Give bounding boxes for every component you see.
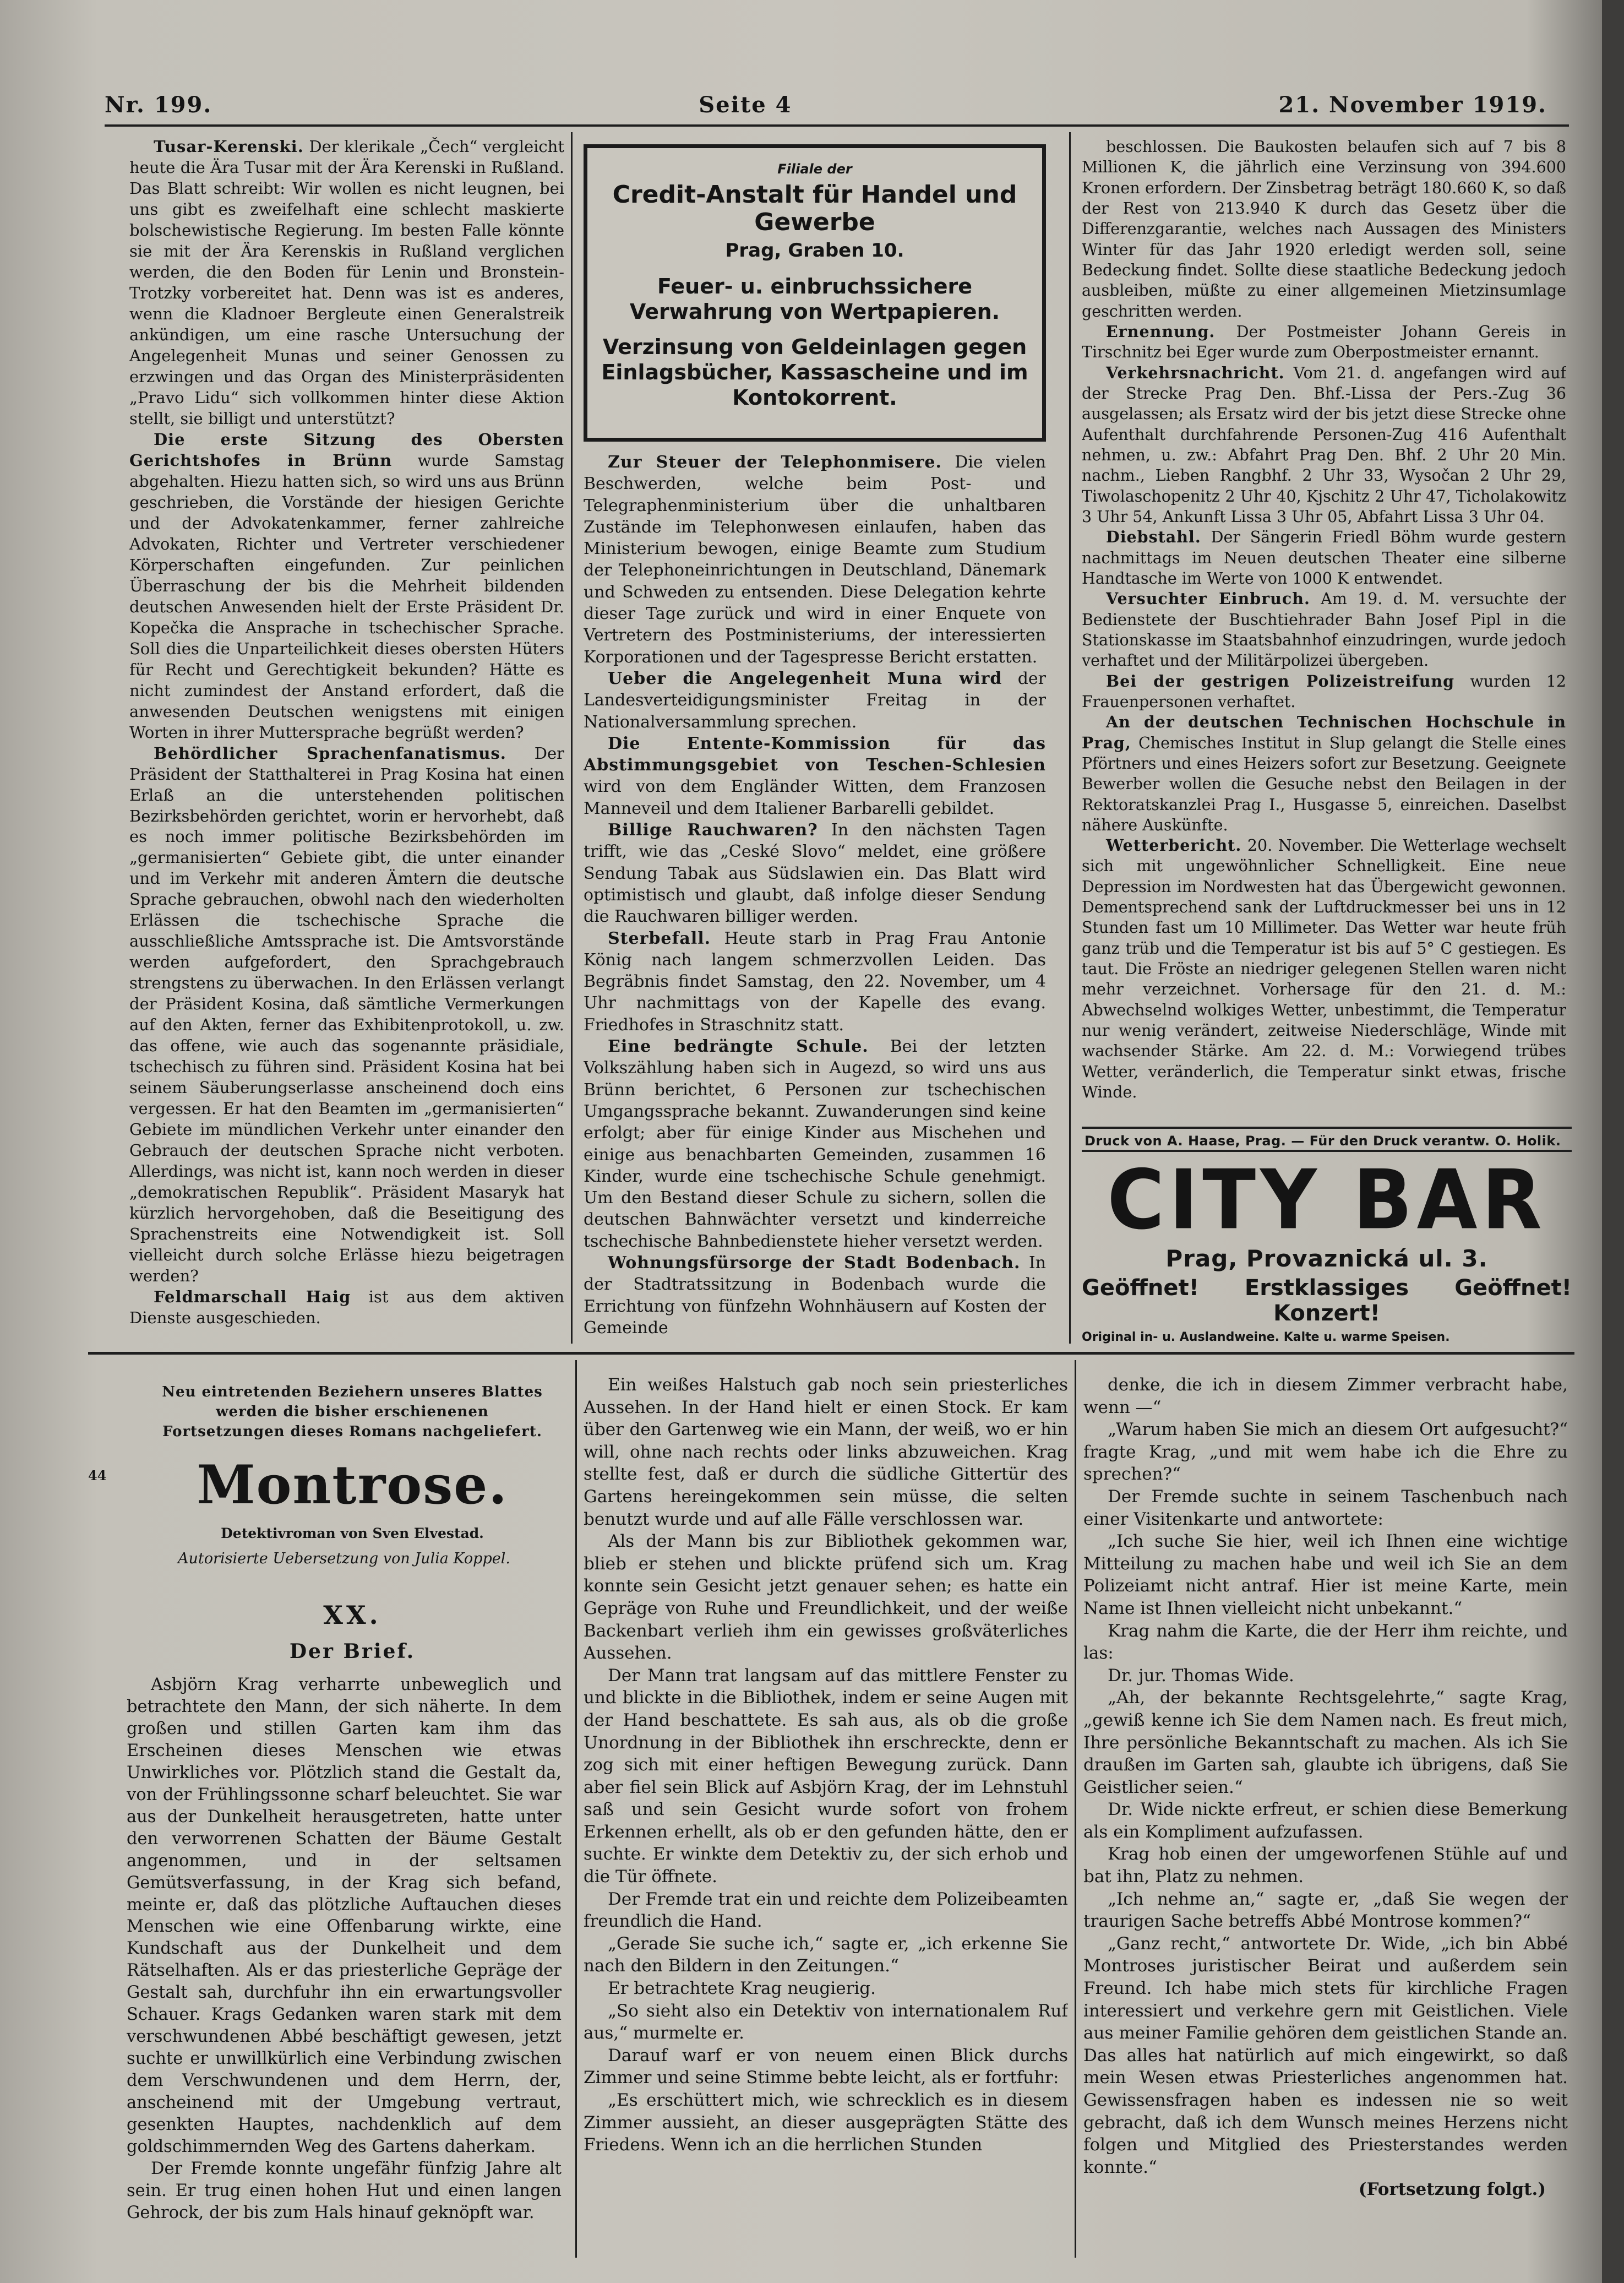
news-item: [1082, 712, 1566, 835]
news-item: [1082, 835, 1566, 1102]
serial-paragraph: Ein weißes Halstuch gab noch sein priesterliches Aussehen. In der Hand hielt er einen Stock. Er kam über den Gartenweg wie ein Mann, der weiß, wo er hin will, ohne nach rechts oder links abzuweichen. Krag stellte fest, daß er durch die südliche Gittertür des Gartens hereingekommen sein müsse, die selten benutzt wurde und auf alle Fälle verschlossen war.: [584, 1375, 1068, 1529]
news-item: [129, 430, 564, 743]
news-text: der Landesverteidigungsminister Freitag in der Nationalversammlung sprechen.: [584, 668, 1046, 732]
serial-continuation-note: (Fortsetzung folgt.): [1358, 2179, 1546, 2200]
serial-paragraph: Der Mann trat langsam auf das mittlere Fenster zu und blickte in die Bibliothek, indem er seine Augen mit der Hand beschattete. Es sah aus, als ob die große Unordnung in der Bibliothek ihn erschreckte, denn er zog sich mit einer heftigen Bewegung zurück. Dann aber fiel sein Blick auf Asbjörn Krag, der im Lehnstuhl saß und sein Gesicht wurde sofort von frohem Erkennen erhellt, als ob er den gefunden hätte, den er suchte. Er winkte dem Detektiv zu, der sich erhob und die Tür öffnete.: [584, 1665, 1068, 1887]
serial-paragraph: „Ah, der bekannte Rechtsgelehrte,“ sagte Krag, „gewiß kenne ich Sie dem Namen nach. Es freut mich, Ihre persönliche Bekanntschaft zu machen. Als ich Sie draußen im Garten sah, glaubte ich übrigens, daß Sie Geistlicher seien.“: [1083, 1688, 1568, 1797]
header-rule: [105, 124, 1569, 127]
news-text: 20. November. Die Wetterlage wechselt sich mit ungewöhnlicher Schnelligkeit. Eine neue Depression im Nordwesten hat das Übergewicht gewonnen. Dementsprechend sank der Luftdruckmesser bei uns in 12 Stunden fast um 10 Millimeter. Das Wetter war heute früh ganz trüb und die Temperatur ist bis auf 5° C gestiegen. Es taut. Die Fröste an niedriger gelegenen Stellen waren nicht mehr verzeichnet. Vorhersage für den 21. d. M.: Abwechselnd wolkiges Wetter, unbestimmt, die Temperatur nur wenig verändert, zeitweise Niederschläge, Winde mit wachsender Stärke. Am 22. d. M.: Vorwiegend trübes Wetter, veränderlich, die Temperatur sinkt etwas, frische Winde.: [1082, 836, 1566, 1102]
news-text: Der klerikale „Čech“ vergleicht heute die Ära Tusar mit der Ära Kerenski in Rußland. Das Blatt schreibt: Wir wollen es nicht leugnen, bei uns gibt es zweifelhaft eine schlecht maskierte bolschewistische Regierung. Im besten Falle könnte sie mit der Ära Kerenskis in Rußland verglichen werden, die den Boden für Lenin und Bronstein-Trotzky vorbereitet hat. Denn was ist es anderes, wenn die Kladnoer Bergleute einen Generalstreik ankündigen, um eine rasche Untersuchung der Angelegenheit Munas und seiner Genossen zu erzwingen und das Organ des Ministerpräsidenten „Pravo Lidu“ sich vollkommen hinter diese Aktion stellt, sie billigt und unterstützt?: [129, 137, 564, 428]
serial-paragraph: „Ich nehme an,“ sagte er, „daß Sie wegen der traurigen Sache betreffs Abbé Montrose kommen?“: [1083, 1889, 1568, 1932]
serial-column-3: [1083, 1374, 1568, 2255]
right-column-news: [1082, 137, 1566, 1122]
news-text: Bei der letzten Volkszählung haben sich in Augezd, so wird uns aus Brünn berichtet, 6 Personen zur tschechischen Umgangssprache bekannt. Zuwanderungen sind keine erfolgt; aber für einige Kinder aus Mischehen und einige aus benachbarten Gemeinden, zusammen 16 Kinder, wurde eine tschechische Schule genehmigt. Um den Bestand dieser Schule zu sichern, sollen die deutschen Bahnwächter versetzt und kinderreiche tschechische Bahnbedienstete hieher versetzt werden.: [584, 1037, 1046, 1251]
printer-imprint: Druck von A. Haase, Prag. — Für den Druck verantw. O. Holik.: [1085, 1133, 1561, 1149]
serial-paragraph: Krag hob einen der umgeworfenen Stühle auf und bat ihn, Platz zu nehmen.: [1083, 1844, 1568, 1887]
serial-column-2: [584, 1374, 1068, 2255]
serial-installment-number: 44: [88, 1467, 107, 1483]
ad-bank-name: Credit-Anstalt für Handel und Gewerbe: [612, 181, 1017, 236]
news-headline: Versuchter Einbruch.: [1106, 589, 1310, 608]
ad-address: Prag, Graben 10.: [725, 240, 904, 262]
ad-interest: Verzinsung von Geldeinlagen gegen Einlagsbücher, Kassascheine und im Kontokorrent.: [601, 335, 1028, 410]
serial-paragraph: denke, die ich in diesem Zimmer verbracht habe, wenn —“: [1083, 1375, 1568, 1417]
news-headline: Ernennung.: [1106, 322, 1216, 341]
serial-paragraph: Der Fremde konnte ungefähr fünfzig Jahre alt sein. Er trug einen hohen Hut und einen langen Gehrock, der bis zum Hals hinauf geknöpft war.: [127, 2159, 562, 2222]
news-headline: Die erste Sitzung des Obersten Gerichtshofes in Brünn: [129, 430, 564, 470]
left-column-news: [129, 137, 564, 1337]
city-bar-address: Prag, Provaznická ul. 3.: [1165, 1245, 1488, 1272]
imprint-rule: [1082, 1150, 1572, 1152]
news-headline: Ueber die Angelegenheit Muna wird: [608, 668, 1002, 688]
city-bar-open-right: Geöffnet!: [1454, 1275, 1572, 1301]
news-headline: Wohnungsfürsorge der Stadt Bodenbach.: [608, 1253, 1021, 1273]
column-rule: [1069, 132, 1071, 1344]
serial-paragraph: Krag nahm die Karte, die der Herr ihm reichte, und las:: [1083, 1621, 1568, 1664]
city-bar-concert: Erstklassiges Konzert!: [1244, 1275, 1409, 1326]
news-item: [1082, 589, 1566, 671]
news-headline: Tusar-Kerenski.: [154, 137, 304, 156]
serial-chapter-title: Der Brief.: [289, 1640, 416, 1663]
serial-title: Montrose.: [197, 1454, 508, 1516]
news-item: [129, 1287, 564, 1329]
news-item: [584, 452, 1046, 668]
news-headline: Verkehrsnachricht.: [1106, 363, 1285, 382]
serial-paragraph: „Warum haben Sie mich an diesem Ort aufgesucht?“ fragte Krag, „und mit wem habe ich die Ehre zu sprechen?“: [1083, 1420, 1568, 1485]
news-text: Der Sängerin Friedl Böhm wurde gestern nachmittags im Neuen deutschen Theater eine silberne Handtasche im Werte von 1000 K entwendet.: [1082, 528, 1566, 588]
middle-column-news: [584, 452, 1046, 1344]
news-headline: Zur Steuer der Telephonmisere.: [608, 453, 942, 472]
serial-subtitle: Detektivroman von Sven Elvestad.: [221, 1525, 484, 1541]
serial-paragraph: „Ganz recht,“ antwortete Dr. Wide, „ich bin Abbé Montroses juristischer Beirat und außerdem sein Freund. Ich habe mich stets für kirchliche Fragen interessiert und verkehre gern mit Geistlichen. Viele aus meiner Familie gehören dem geistlichen Stande an. Das alles hat natürlich auf mich eingewirkt, so daß mein Wesen etwas Priesterliches angenommen hat. Gewissensfragen haben es indessen nie so weit gebracht, daß ich dem Wunsch meines Herzens nicht folgen und Mitglied des Priesterstandes werden konnte.“: [1083, 1933, 1568, 2177]
serial-paragraph: Er betrachtete Krag neugierig.: [608, 1978, 876, 1999]
news-text: wird von dem Engländer Witten, dem Franzosen Manneveil und dem Italiener Barbarelli gebildet.: [584, 777, 1046, 818]
imprint-rule: [1082, 1127, 1572, 1129]
news-text: Am 19. d. M. versuchte der Bedienstete der Buschtiehrader Bahn Josef Pipl in die Stationskasse im Staatsbahnhof einzudringen, wurde jedoch verhaftet und der Militärpolizei übergeben.: [1082, 590, 1566, 670]
city-bar-name: CITY BAR: [1107, 1152, 1546, 1248]
news-text: beschlossen. Die Baukosten belaufen sich auf 7 bis 8 Millionen K, die jährlich eine Verzinsung von 394.600 Kronen erfordern. Der Zinsbetrag beträgt 180.660 K, so daß der Rest von 213.940 K durch das Gesetz über die Differenzgarantie, welches nach Aussagen des Ministers Winter für das Jahr 1920 erledigt werden soll, seine Bedeckung findet. Sollte diese staatliche Bedeckung jedoch ausbleiben, müßte zu einer allgemeinen Mietzinsumlage geschritten werden.: [1082, 138, 1566, 320]
news-text: Der Postmeister Johann Gereis in Tirschnitz bei Eger wurde zum Oberpostmeister ernannt.: [1082, 322, 1566, 362]
news-headline: Behördlicher Sprachenfanatismus.: [154, 743, 506, 763]
serial-paragraph: „Gerade Sie suche ich,“ sagte er, „ich erkenne Sie nach den Bildern in den Zeitungen.“: [584, 1933, 1068, 1976]
page-number: Seite 4: [699, 91, 792, 118]
news-headline: Eine bedrängte Schule.: [608, 1037, 869, 1057]
serial-paragraph: Als der Mann bis zur Bibliothek gekommen war, blieb er stehen und blickte prüfend sich um. Krag konnte sein Gesicht jetzt genauer sehen; es hatte ein Gepräge von Ruhe und Freundlichkeit, und der weiße Backenbart verlieh ihm ein gewisses großväterliches Aussehen.: [584, 1531, 1068, 1664]
news-item: [1082, 527, 1566, 589]
news-item: [584, 733, 1046, 819]
serial-paragraph: Der Fremde trat ein und reichte dem Polizeibeamten freundlich die Hand.: [584, 1889, 1068, 1932]
issue-number: Nr. 199.: [105, 91, 212, 118]
news-text: In der Stadtratssitzung in Bodenbach wurde die Errichtung von fünfzehn Wohnhäusern auf Kosten der Gemeinde: [584, 1253, 1046, 1338]
page-header: [105, 88, 1547, 121]
news-headline: An der deutschen Technischen Hochschule in Prag,: [1082, 713, 1566, 752]
column-rule: [575, 1360, 577, 2258]
news-item: [129, 743, 564, 1287]
news-text: wurden 12 Frauenpersonen verhaftet.: [1082, 672, 1566, 711]
news-item: [584, 819, 1046, 927]
news-headline: Bei der gestrigen Polizeistreifung: [1106, 671, 1455, 691]
news-text: Der Präsident der Statthalterei in Prag Kosina hat einen Erlaß an die unterstehenden politischen Bezirksbehörden gerichtet, worin er hervorhebt, daß es noch immer politische Bezirksbehörden im „germanisierten“ Gebiete gibt, die unter einander und im Verkehr mit anderen Ämtern die deutsche Sprache gebrauchen, obwohl nach den wiederholten Erlässen die tschechische Sprache die ausschließliche Amtssprache ist. Die Amtsvorstände werden aufgefordert, den Sprachgebrauch strengstens zu überwachen. In den Erlässen verlangt der Präsident Kosina, daß sämtliche Vermerkungen auf den Akten, ferner das Exhibitenprotokoll, u. zw. das offene, wie auch das sogenannte präsidiale, tschechisch zu führen sind. Präsident Kosina hat bei seinem Säuberungserlasse anscheinend doch eins vergessen. Er hat den Beamten im „germanisierten“ Gebiete im mündlichen Verkehr unter einander den Gebrauch der deutschen Sprache nicht verboten. Allerdings, was nicht ist, kann noch werden in dieser „demokratischen Republik“. Präsident Masaryk hat kürzlich hervorgehoben, daß die Beseitigung des Sprachenstreits eine Notwendigkeit ist. Soll vielleicht durch solche Erlässe hiezu beigetragen werden?: [129, 743, 564, 1286]
scan-edge: [1602, 0, 1624, 2283]
serial-paragraph: Darauf warf er von neuem einen Blick durchs Zimmer und seine Stimme bebte leicht, als er fortfuhr:: [584, 2045, 1068, 2088]
serial-paragraph: Dr. jur. Thomas Wide.: [1108, 1665, 1294, 1686]
serial-column-1: [127, 1674, 562, 2252]
serial-notice: Neu eintretenden Beziehern unseres Blattes werden die bisher erschienenen Fortsetzungen dieses Romans nachgeliefert.: [162, 1384, 543, 1440]
ad-safe-deposit: Feuer- u. einbruchssichere Verwahrung von Wertpapieren.: [629, 274, 1000, 324]
city-bar-tagline: Original in- u. Auslandweine. Kalte u. warme Speisen.: [1082, 1330, 1450, 1344]
news-headline: Diebstahl.: [1106, 528, 1201, 547]
news-item: [1082, 671, 1566, 713]
issue-date: 21. November 1919.: [1278, 91, 1547, 118]
bank-advertisement: [584, 144, 1046, 442]
news-item: [584, 928, 1046, 1036]
serial-paragraph: Der Fremde suchte in seinem Taschenbuch nach einer Visitenkarte und antwortete:: [1083, 1486, 1568, 1529]
section-rule: [88, 1352, 1574, 1355]
news-headline: Feldmarschall Haig: [154, 1287, 351, 1307]
news-item: [584, 1036, 1046, 1252]
news-text: ist aus dem aktiven Dienste ausgeschieden.: [129, 1287, 564, 1328]
column-rule: [1075, 1360, 1076, 2258]
news-item: [584, 1252, 1046, 1339]
serial-paragraph: Dr. Wide nickte erfreut, er schien diese Bemerkung als ein Kompliment aufzufassen.: [1083, 1800, 1568, 1842]
serial-paragraph: „Es erschüttert mich, wie schrecklich es in diesem Zimmer aussieht, an dieser ausgeprägten Stätte des Friedens. Wenn ich an die herrlichen Stunden: [584, 2090, 1068, 2155]
serial-translation: Autorisierte Uebersetzung von Julia Koppel.: [178, 1550, 510, 1567]
news-headline: Billige Rauchwaren?: [608, 820, 818, 840]
news-item: [584, 668, 1046, 733]
news-item: [1082, 322, 1566, 363]
news-item: [129, 137, 564, 430]
serial-chapter: XX.: [323, 1600, 382, 1630]
news-text: Chemisches Institut in Slup gelangt die Stelle eines Pförtners und eines Heizers sofort zur Besetzung. Geeignete Bewerber wollen die Gesuche nebst den Beilagen in der Rektoratskanzlei Prag I., Husgasse 5, einreichen. Daselbst nähere Auskünfte.: [1082, 733, 1566, 834]
city-bar-advertisement: [1082, 1152, 1572, 1344]
serial-paragraph: „Ich suche Sie hier, weil ich Ihnen eine wichtige Mitteilung zu machen habe und weil ich Sie an dem Polizeiamt nicht antraf. Hier ist meine Karte, mein Name ist Ihnen vielleicht nicht unbekannt.“: [1083, 1531, 1568, 1618]
news-headline: Sterbefall.: [608, 928, 711, 948]
news-headline: Die Entente-Kommission für das Abstimmungsgebiet von Teschen-Schlesien: [584, 733, 1046, 775]
serial-paragraph: „So sieht also ein Detektiv von internationalem Ruf aus,“ murmelte er.: [584, 2001, 1068, 2043]
news-text: wurde Samstag abgehalten. Hiezu hatten sich, so wird uns aus Brünn geschrieben, die Vorstände der hiesigen Gerichte und der Advokatenkammer, ferner zahlreiche Advokaten, Richter und Vertreter verschiedener Körperschaften eingefunden. Zur peinlichen Überraschung der bis die Mehrheit bildenden deutschen Anwesenden hielt der Erste Präsident Dr. Kopečka die Ansprache in tschechischer Sprache. Soll dies die Unparteilichkeit dieses obersten Hüters für Recht und Gerechtigkeit bekunden? Hätte es nicht zumindest der Anstand erfordert, daß die anwesenden Deutschen wenigstens mit einigen Worten in ihrer Muttersprache begrüßt werden?: [129, 450, 564, 742]
news-text: Die vielen Beschwerden, welche beim Post- und Telegraphenministerium über die unhaltbaren Zustände im Telephonwesen einlaufen, haben das Ministerium bewogen, einige Beamte zum Studium der Telephoneinrichtungen in Deutschland, Dänemark und Schweden zu entsenden. Diese Delegation kehrte dieser Tage zurück und wird in einer Enquete von Vertretern des Postministeriums, der interessierten Korporationen und der Tagespresse Bericht erstatten.: [584, 453, 1046, 667]
serial-paragraph: Asbjörn Krag verharrte unbeweglich und betrachtete den Mann, der sich näherte. In dem großen und stillen Garten kam ihm das Erscheinen dieses Menschen wie etwas Unwirkliches vor. Plötzlich stand die Gestalt da, von der Frühlingssonne scharf beleuchtet. Sie war aus der Dunkelheit herausgetreten, hatte unter den verworrenen Schatten der Bäume Gestalt angenommen, und in der seltsamen Gemütsverfassung, in der Krag sich befand, meinte er, daß das plötzliche Auftauchen dieses Menschen wie eine Offenbarung wirkte, eine Kundschaft aus der Dunkelheit und dem Rätselhaften. Als er das priesterliche Gepräge der Gestalt sah, durchfuhr ihn ein erwartungsvoller Schauer. Krags Gedanken waren stark mit dem verschwundenen Abbé beschäftigt gewesen, jetzt suchte er unwillkürlich eine Verbindung zwischen dem Verschwundenen und dem Herrn, der, anscheinend mit der Umgebung vertraut, gesenkten Hauptes, nachdenklich auf dem goldschimmernden Weg des Gartens daherkam.: [127, 1675, 562, 2157]
news-item: [1082, 363, 1566, 528]
news-item: [1082, 137, 1566, 322]
news-text: Heute starb in Prag Frau Antonie König nach langem schmerzvollen Leiden. Das Begräbnis findet Samstag, den 22. November, um 4 Uhr nachmittags von der Kapelle des evang. Friedhofes in Straschnitz statt.: [584, 928, 1046, 1035]
city-bar-open-left: Geöffnet!: [1082, 1275, 1199, 1301]
column-rule: [571, 132, 573, 1344]
news-headline: Wetterbericht.: [1106, 836, 1242, 855]
ad-branch-label: Filiale der: [777, 161, 852, 177]
news-text: Vom 21. d. angefangen wird auf der Strecke Prag Den. Bhf.-Lissa der Pers.-Zug 36 ausgelassen; als Ersatz wird der bis jetzt diese Strecke ohne Aufenthalt durchfahrende Personen-Zug 416 Aufenthalt nehmen, u. zw.: Abfahrt Prag Den. Bhf. 2 Uhr 20 Min. nachm., Lieben Rangbhf. 2 Uhr 33, Wysočan 2 Uhr 29, Tiwolaschopenitz 2 Uhr 40, Kjschitz 2 Uhr 47, Ticholakowitz 3 Uhr 54, Ankunft Lissa 3 Uhr 05, Abfahrt Lissa 3 Uhr 04.: [1082, 363, 1566, 526]
news-text: In den nächsten Tagen trifft, wie das „Ceské Slovo“ meldet, eine größere Sendung Tabak aus Südslawien ein. Das Blatt wird optimistisch und glaubt, daß infolge dieser Sendung die Rauchwaren billiger werden.: [584, 820, 1046, 927]
